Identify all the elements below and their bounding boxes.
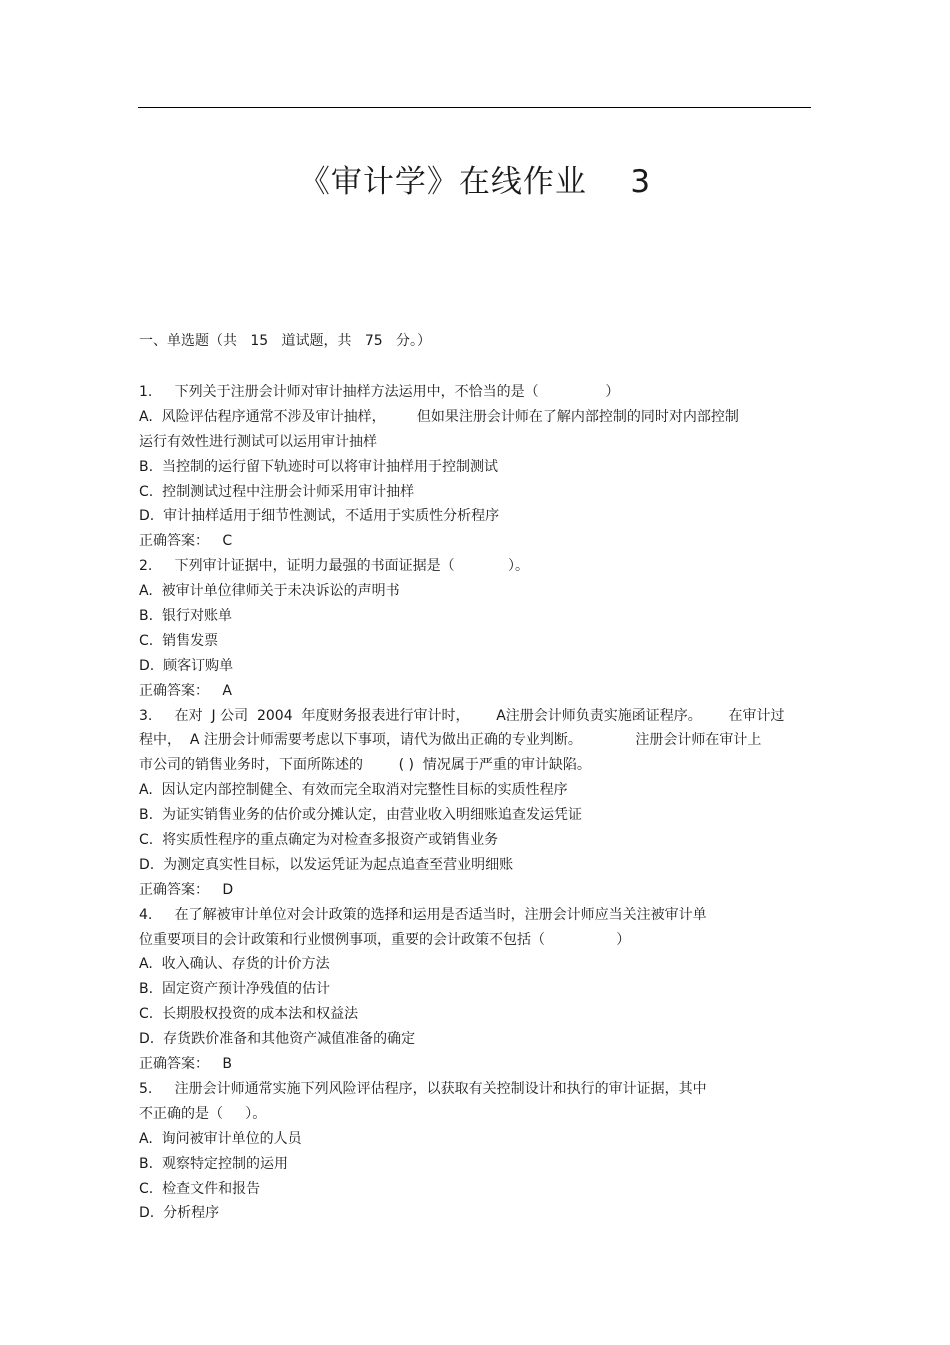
option-line: A. 询问被审计单位的人员 xyxy=(139,1130,302,1147)
question-stem-line: 1. 下列关于注册会计师对审计抽样方法运用中，不恰当的是（ ） xyxy=(139,384,620,400)
option-line: D. 分析程序 xyxy=(139,1205,220,1222)
document-title: 《审计学》在线作业 3 xyxy=(298,164,652,200)
answer-line: 正确答案： A xyxy=(139,682,232,699)
option-line: B. 观察特定控制的运用 xyxy=(139,1155,288,1172)
question-block xyxy=(139,554,809,703)
question-stem-line: 位重要项目的会计政策和行业惯例事项，重要的会计政策不包括（ ） xyxy=(139,931,631,948)
question-stem-line: 不正确的是（ ）。 xyxy=(139,1105,267,1122)
option-line: A. 因认定内部控制健全、有效而完全取消对完整性目标的实质性程序 xyxy=(139,782,568,799)
option-line: D. 顾客订购单 xyxy=(139,657,234,674)
question-stem-line: 5. 注册会计师通常实施下列风险评估程序，以获取有关控制设计和执行的审计证据，其中 xyxy=(139,1080,707,1097)
option-line: D. 存货跌价准备和其他资产减值准备的确定 xyxy=(139,1031,416,1048)
section-heading: 一、单选题（共 15 道试题，共 75 分。） xyxy=(139,333,432,349)
option-line: A. 被审计单位律师关于未决诉讼的声明书 xyxy=(139,583,400,600)
question-stem-line: 程中， A 注册会计师需要考虑以下事项，请代为做出正确的专业判断。 注册会计师在审计上 xyxy=(139,732,762,749)
option-line: B. 为证实销售业务的估价或分摊认定，由营业收入明细账追查发运凭证 xyxy=(139,807,582,824)
option-line: B. 固定资产预计净残值的估计 xyxy=(139,981,330,998)
question-block xyxy=(139,903,809,1077)
option-line: 运行有效性进行测试可以运用审计抽样 xyxy=(139,433,377,450)
option-line: C. 检查文件和报告 xyxy=(139,1180,261,1197)
document-body xyxy=(139,332,809,1226)
option-line: B. 银行对账单 xyxy=(139,608,232,625)
header-rule xyxy=(138,107,811,108)
option-line: B. 当控制的运行留下轨迹时可以将审计抽样用于控制测试 xyxy=(139,458,498,475)
option-line: A. 风险评估程序通常不涉及审计抽样， 但如果注册会计师在了解内部控制的同时对内部控制 xyxy=(139,408,739,425)
answer-line: 正确答案： B xyxy=(139,1056,232,1073)
answer-line: 正确答案： D xyxy=(139,881,234,898)
question-block xyxy=(139,380,809,554)
question-stem-line: 市公司的销售业务时，下面所陈述的 ( ) 情况属于严重的审计缺陷。 xyxy=(139,757,591,774)
option-line: A. 收入确认、存货的计价方法 xyxy=(139,956,330,973)
option-line: C. 控制测试过程中注册会计师采用审计抽样 xyxy=(139,483,415,500)
option-line: D. 为测定真实性目标，以发运凭证为起点追查至营业明细账 xyxy=(139,856,514,873)
question-stem-line: 3. 在对 J 公司 2004 年度财务报表进行审计时， A注册会计师负责实施函证程序。 在审计过 xyxy=(139,707,785,724)
question-block xyxy=(139,1077,809,1226)
option-line: C. 销售发票 xyxy=(139,632,219,649)
question-block xyxy=(139,704,809,903)
option-line: C. 长期股权投资的成本法和权益法 xyxy=(139,1006,359,1023)
option-line: C. 将实质性程序的重点确定为对检查多报资产或销售业务 xyxy=(139,832,499,849)
question-stem-line: 4. 在了解被审计单位对会计政策的选择和运用是否适当时，注册会计师应当关注被审计单 xyxy=(139,906,707,923)
answer-line: 正确答案： C xyxy=(139,533,233,550)
question-list xyxy=(139,380,809,1226)
question-stem-line: 2. 下列审计证据中，证明力最强的书面证据是（ ）。 xyxy=(139,558,530,575)
option-line: D. 审计抽样适用于细节性测试，不适用于实质性分析程序 xyxy=(139,508,500,525)
